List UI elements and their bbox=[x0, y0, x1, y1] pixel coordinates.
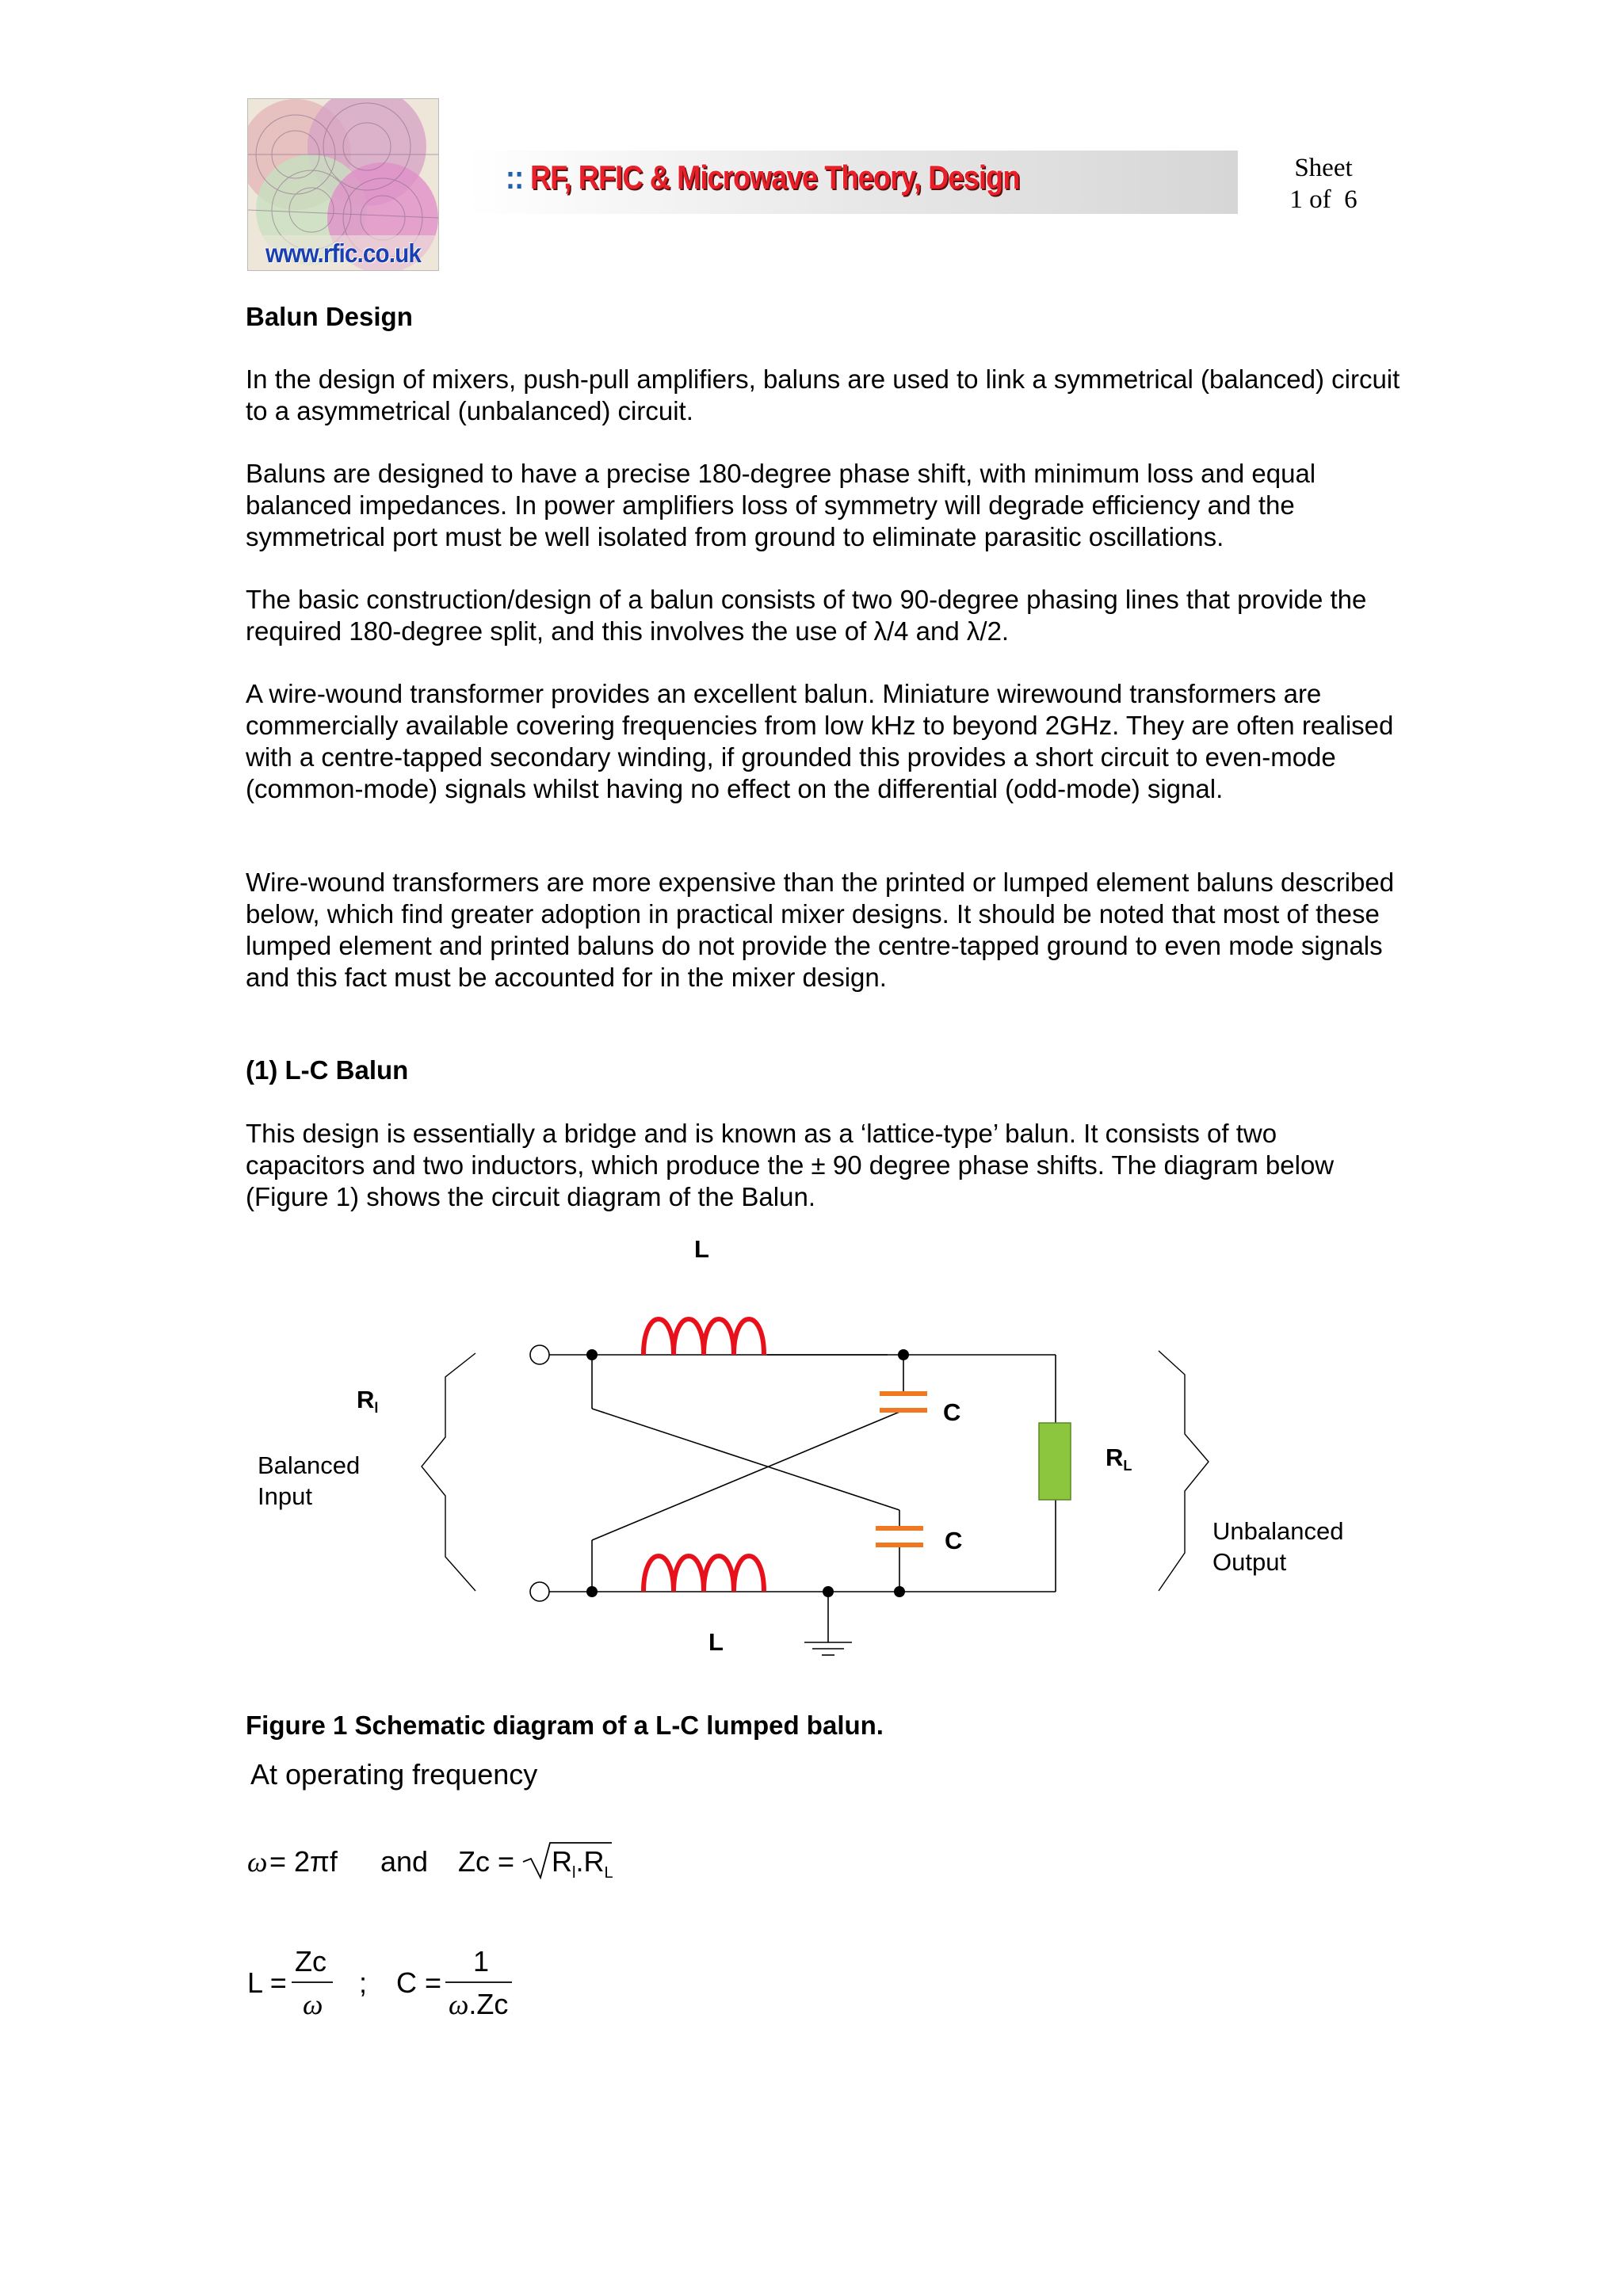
junction-dot bbox=[586, 1586, 598, 1597]
paragraph-5: Wire-wound transformers are more expensive than the printed or lumped element baluns described below, which find greater adoption in practical mixer designs. It should be noted that most of these lumped element and printed baluns do not provide the centre-tapped ground to even mode signals and this fact must be accounted for in the mixer design. bbox=[246, 868, 1395, 992]
wire-cross-1 bbox=[592, 1409, 899, 1510]
site-banner bbox=[468, 151, 1238, 214]
eq3-L-num: Zc bbox=[295, 1945, 327, 1978]
load-resistor bbox=[1039, 1423, 1071, 1500]
unbalanced-label-line2: Output bbox=[1212, 1548, 1287, 1576]
sheet-label: Sheet bbox=[1294, 154, 1353, 182]
capacitor-top bbox=[880, 1394, 927, 1410]
junction-dot bbox=[823, 1586, 834, 1597]
label-Rl bbox=[357, 1386, 378, 1416]
eq4-C-lhs: C = bbox=[396, 1966, 442, 1999]
sheet-indicator bbox=[1244, 152, 1403, 215]
balanced-label-line1: Balanced bbox=[258, 1451, 361, 1479]
unbalanced-label-line1: Unbalanced bbox=[1212, 1517, 1344, 1545]
label-Rl-main: R bbox=[357, 1386, 375, 1413]
label-RL-sub: L bbox=[1123, 1458, 1132, 1474]
sqrt-R1: R bbox=[552, 1845, 572, 1878]
eq4-C-den bbox=[449, 1988, 508, 2020]
eq1-omega: ω bbox=[247, 1846, 268, 1878]
inductor-bottom bbox=[643, 1556, 764, 1592]
wire-cross-2 bbox=[592, 1410, 903, 1540]
section-1-paragraph: This design is essentially a bridge and is known as a ‘lattice-type’ balun. It consists of two capacitors and two inductors, which produce the ± 90 degree phase shifts. The diagram below (Figure 1) shows the circuit diagram of the Balun. bbox=[246, 1119, 1335, 1211]
paragraph-1: In the design of mixers, push-pull amplifiers, baluns are used to link a symmetrical (balanced) circuit to a asymmetrical (unbalanced) circuit. bbox=[246, 364, 1400, 425]
page-title: Balun Design bbox=[246, 302, 413, 331]
logo-url-text: www.rfic.co.uk bbox=[265, 238, 421, 268]
label-RL-main: R bbox=[1106, 1444, 1124, 1471]
junction-dot bbox=[586, 1349, 598, 1360]
banner-title-text: RF, RFIC & Microwave Theory, Design bbox=[529, 158, 1020, 196]
junction-dot bbox=[898, 1349, 909, 1360]
label-C-bottom: C bbox=[945, 1527, 963, 1554]
banner-title bbox=[506, 158, 1019, 196]
eq3-separator: ; bbox=[359, 1966, 368, 1999]
label-L-bottom: L bbox=[708, 1628, 724, 1656]
label-RL bbox=[1106, 1444, 1132, 1474]
site-logo[interactable] bbox=[247, 98, 439, 271]
eq2-sqrt-content bbox=[552, 1845, 613, 1882]
eq4-C-den-rest: .Zc bbox=[468, 1988, 509, 2020]
label-C-top: C bbox=[943, 1398, 961, 1426]
figure-caption: Figure 1 Schematic diagram of a L-C lumped balun. bbox=[246, 1711, 884, 1740]
eq2-zc: Zc = bbox=[458, 1845, 515, 1878]
sqrt-sub1: l bbox=[572, 1864, 576, 1882]
eq1-and: and bbox=[380, 1845, 429, 1878]
paragraph-3: The basic construction/design of a balun consists of two 90-degree phasing lines that provide the required 180-degree split, and this involves the use of λ/4 and λ/2. bbox=[246, 585, 1367, 646]
equations-block bbox=[246, 1830, 959, 2036]
eq1-rhs: = 2πf bbox=[269, 1845, 338, 1878]
eq4-C-den-omega: ω bbox=[449, 1989, 469, 2020]
input-terminal-bottom bbox=[530, 1582, 549, 1601]
balun-schematic bbox=[246, 1228, 1403, 1672]
banner-prefix: :: bbox=[506, 158, 524, 196]
eq3-L-lhs: L = bbox=[247, 1966, 287, 1999]
balanced-label-line2: Input bbox=[258, 1482, 312, 1510]
eq3-L-den: ω bbox=[303, 1989, 323, 2020]
label-L-top: L bbox=[694, 1235, 709, 1263]
paragraph-4: A wire-wound transformer provides an excellent balun. Miniature wirewound transformers are commercially available covering frequencies from low kHz to beyond 2GHz. They are often realised with a centre-tapped secondary winding, if grounded this provides a short circuit to even-mode (common-mode) signals whilst having no effect on the differential (odd-mode) signal. bbox=[246, 679, 1394, 803]
operating-frequency-label: At operating frequency bbox=[250, 1758, 538, 1791]
sqrt-sub2: L bbox=[604, 1864, 613, 1882]
balanced-brace bbox=[422, 1353, 475, 1591]
eq4-C-num: 1 bbox=[473, 1945, 490, 1978]
paragraph-2: Baluns are designed to have a precise 180-degree phase shift, with minimum loss and equal balanced impedances. In power amplifiers loss of symmetry will degrade efficiency and the symmetrical port must be well isolated from ground to eliminate parasitic oscillations. bbox=[246, 459, 1316, 551]
unbalanced-brace bbox=[1159, 1351, 1209, 1591]
label-Rl-sub: l bbox=[374, 1400, 379, 1416]
sheet-page: 1 of 6 bbox=[1289, 185, 1358, 214]
sqrt-mid: .R bbox=[575, 1845, 605, 1878]
input-terminal-top bbox=[530, 1345, 549, 1364]
inductor-top bbox=[643, 1319, 764, 1355]
section-1-heading: (1) L-C Balun bbox=[246, 1055, 409, 1085]
junction-dot bbox=[894, 1586, 905, 1597]
capacitor-bottom bbox=[876, 1528, 923, 1545]
